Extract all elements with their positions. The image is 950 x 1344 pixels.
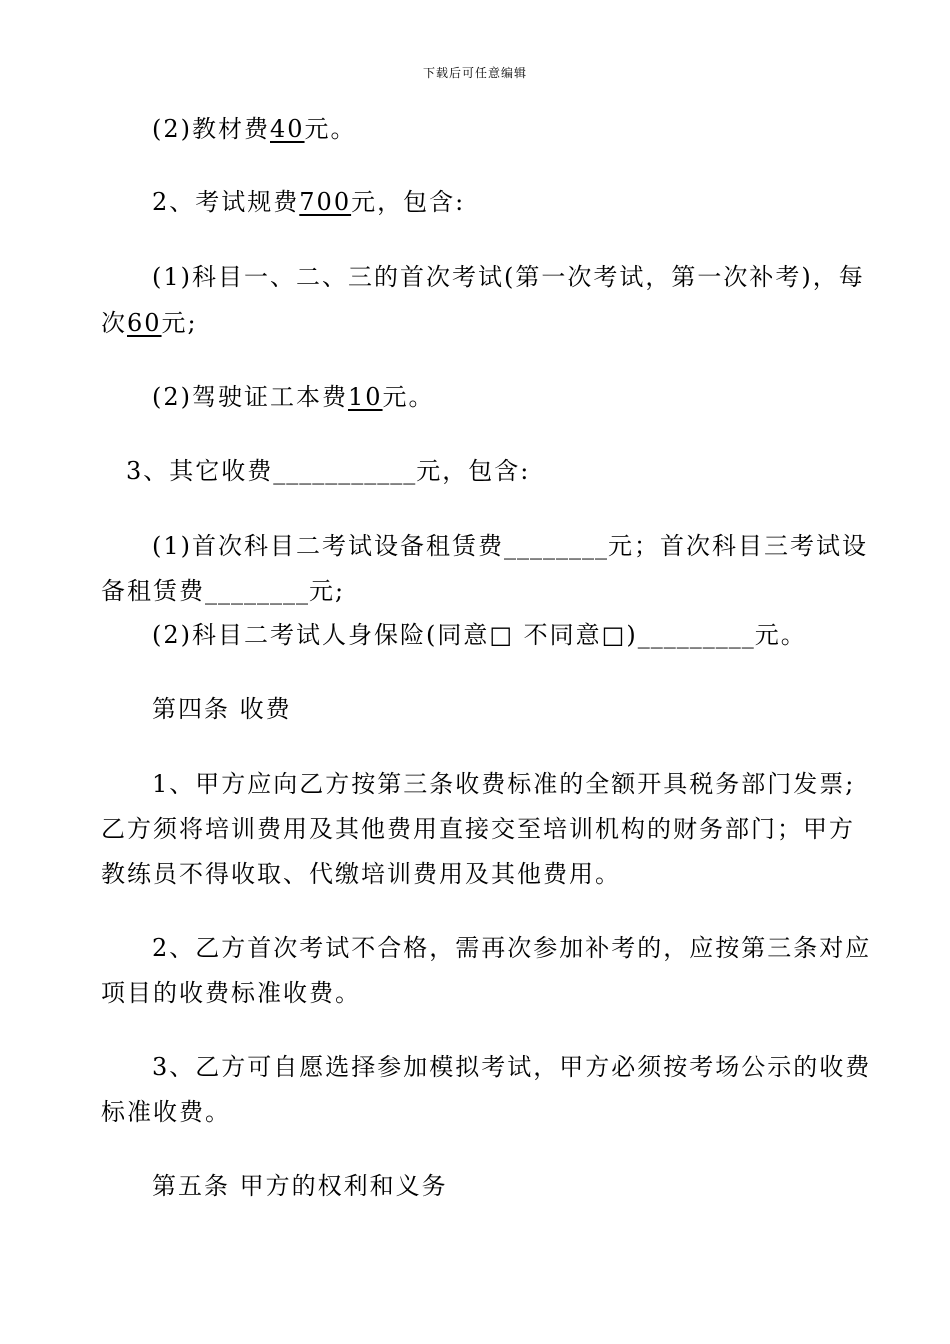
text-segment: 2、考试规费 [152,188,300,216]
amount-field: 60 [127,309,162,337]
para-4-1-line-1: 1、甲方应向乙方按第三条收费标准的全额开具税务部门发票; [152,770,856,798]
page-header: 下载后可任意编辑 [422,66,527,80]
text-segment: 元；首次科目三考试设 [608,532,868,560]
text-segment: (1)首次科目二考试设备租赁费 [152,532,504,560]
textbook-fee-line [152,113,357,145]
first-exam-line: (1)科目一、二、三的首次考试(第一次考试，第一次补考)，每 [152,263,865,291]
blank-field: ________ [205,577,309,605]
license-fee-line [152,381,435,413]
text-segment: (2)驾驶证工本费 [152,383,348,411]
text-segment: (2)教材费 [152,115,270,143]
article-4-heading: 第四条 收费 [152,695,292,723]
rental-fee-line [152,530,868,562]
para-4-3-line-1: 3、乙方可自愿选择参加模拟考试，甲方必须按考场公示的收费 [152,1053,872,1081]
rental-fee-cont-line [101,575,345,607]
para-4-2-line-2: 项目的收费标准收费。 [101,979,361,1007]
para-4-2-line-1: 2、乙方首次考试不合格，需再次参加补考的，应按第三条对应 [152,934,872,962]
other-fee-line [126,455,530,487]
amount-field: 10 [348,383,383,411]
text-segment: 元; [161,309,198,337]
text-segment: 元。 [382,383,435,411]
first-exam-cont-line [101,307,198,339]
text-segment: 3、其它收费 [126,457,274,485]
blank-field: ___________ [273,457,417,485]
text-segment: (2)科目二考试人身保险(同意□ 不同意□) [152,621,638,649]
para-4-1-line-2: 乙方须将培训费用及其他费用直接交至培训机构的财务部门；甲方 [101,815,855,843]
para-4-1-line-3: 教练员不得收取、代缴培训费用及其他费用。 [101,860,621,888]
amount-field: 700 [299,188,352,216]
text-segment: 元，包含: [351,188,466,216]
text-segment: 次 [101,309,127,337]
text-segment: 元。 [754,621,807,649]
para-4-3-line-2: 标准收费。 [101,1098,231,1126]
text-segment: 元，包含: [416,457,531,485]
amount-field: 40 [270,115,305,143]
exam-fee-line [152,186,465,218]
blank-field: ________ [504,532,608,560]
article-5-heading: 第五条 甲方的权利和义务 [152,1172,448,1200]
insurance-line [152,619,807,651]
text-segment: 元。 [304,115,357,143]
blank-field: _________ [637,621,755,649]
text-segment: 备租赁费 [101,577,205,605]
text-segment: 元; [309,577,346,605]
